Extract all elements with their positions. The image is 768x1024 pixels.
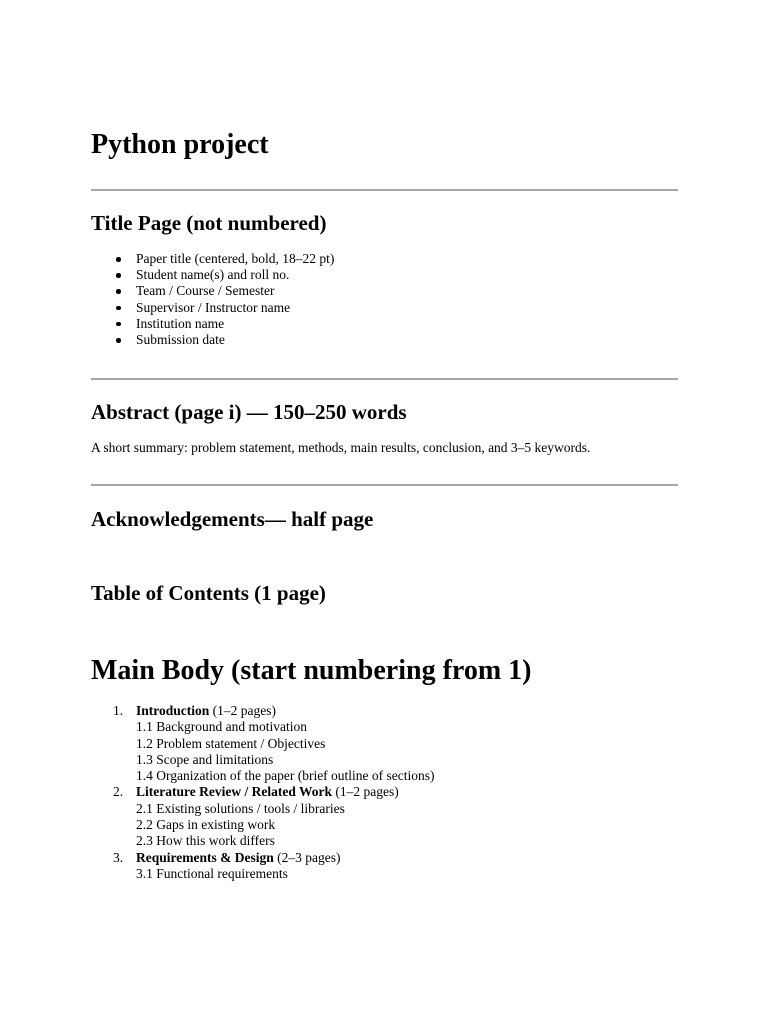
list-item <box>91 703 435 784</box>
list-item: Team / Course / Semester <box>91 283 334 299</box>
item-pages: (1–2 pages) <box>331 784 399 800</box>
item-title: Introduction <box>136 703 210 718</box>
sub-item: 2.2 Gaps in existing work <box>136 817 276 833</box>
horizontal-rule <box>91 378 678 380</box>
list-item: Institution name <box>91 316 334 332</box>
main-body-heading: Main Body (start numbering from 1) <box>91 655 532 686</box>
item-title: Requirements & Design <box>136 849 274 865</box>
sub-item: 3.1 Functional requirements <box>136 865 288 881</box>
sub-item: 1.1 Background and motivation <box>136 719 307 735</box>
list-item: Paper title (centered, bold, 18–22 pt) <box>91 251 334 267</box>
abstract-heading: Abstract (page i) — 150–250 words <box>91 400 407 424</box>
item-pages: (1–2 pages) <box>209 703 277 718</box>
list-number: 2. <box>113 784 124 800</box>
list-item: Submission date <box>91 332 334 348</box>
list-number: 1. <box>113 703 124 718</box>
sub-item: 2.1 Existing solutions / tools / libraries <box>136 800 345 816</box>
document-title: Python project <box>91 129 269 160</box>
sub-item: 1.2 Problem statement / Objectives <box>136 735 326 751</box>
list-item <box>91 784 435 849</box>
toc-heading: Table of Contents (1 page) <box>91 581 326 605</box>
acknowledgements-heading: Acknowledgements— half page <box>91 507 374 531</box>
horizontal-rule <box>91 189 678 191</box>
sub-item: 1.3 Scope and limitations <box>136 751 274 767</box>
item-title: Literature Review / Related Work <box>136 784 332 800</box>
main-body-list <box>91 703 435 882</box>
list-item <box>91 850 435 883</box>
list-item: Student name(s) and roll no. <box>91 267 334 283</box>
item-pages: (2–3 pages) <box>273 849 341 865</box>
list-item: Supervisor / Instructor name <box>91 300 334 316</box>
title-page-heading: Title Page (not numbered) <box>91 211 327 235</box>
abstract-text: A short summary: problem statement, methods, main results, conclusion, and 3–5 keywords. <box>91 440 591 455</box>
sub-item: 1.4 Organization of the paper (brief outline of sections) <box>136 768 435 784</box>
horizontal-rule <box>91 484 678 486</box>
sub-item: 2.3 How this work differs <box>136 833 275 849</box>
title-page-list <box>91 251 334 348</box>
list-number: 3. <box>113 849 124 865</box>
